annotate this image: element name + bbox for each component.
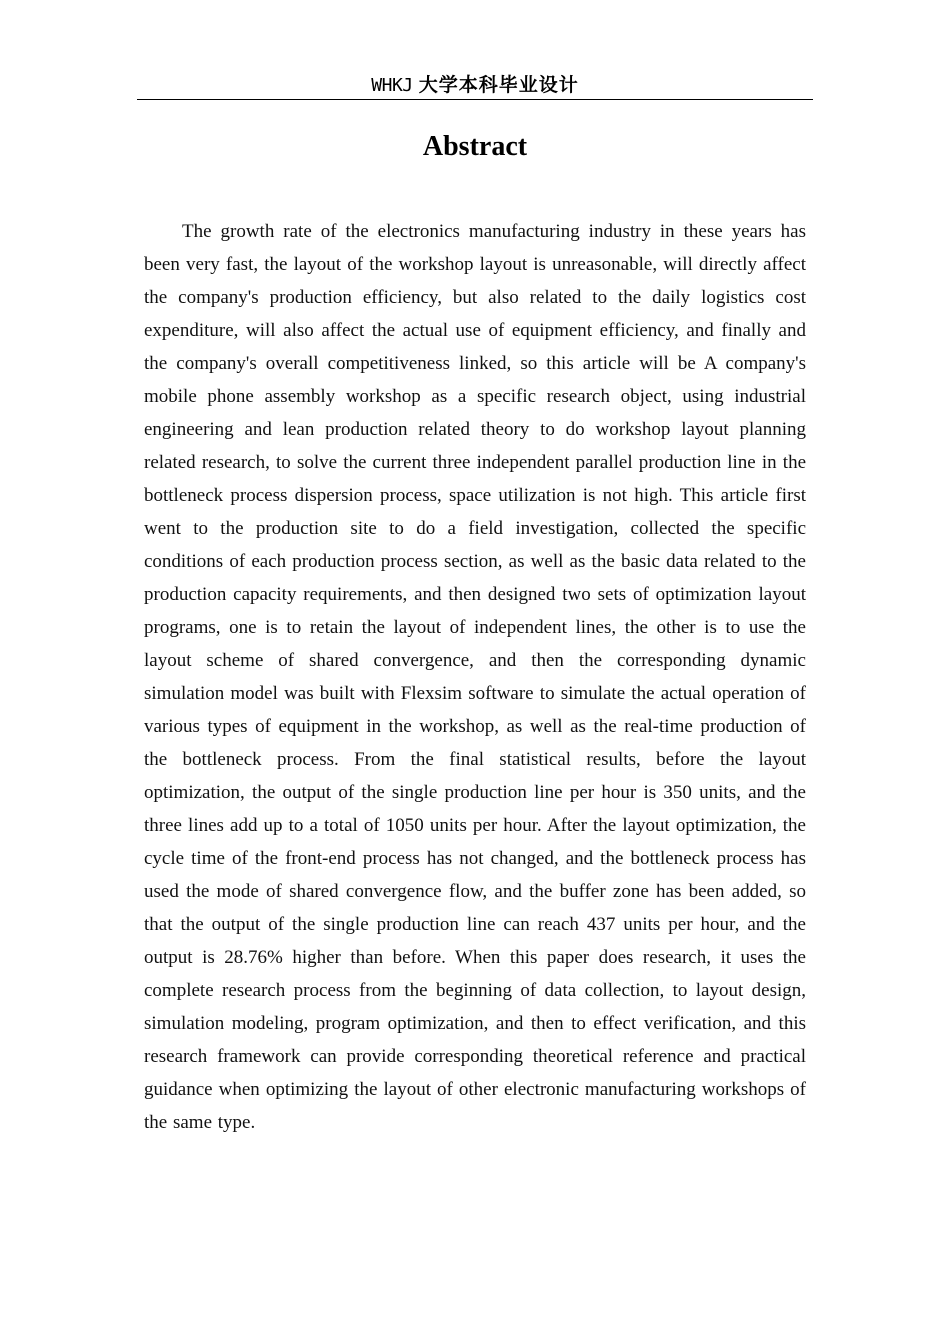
- header-latin-text: WHKJ: [371, 75, 413, 96]
- abstract-paragraph: The growth rate of the electronics manufacturing industry in these years has been very fast, the layout of the workshop layout is unreasonable, will directly affect the company's production efficiency, but also related to the daily logistics cost expenditure, will also affect the actual use of equipment efficiency, and finally and the company's overall competitiveness linked, so this article will be A company's mobile phone assembly workshop as a specific research object, using industrial engineering and lean production related theory to do workshop layout planning related research, to solve the current three independent parallel production line in the bottleneck process dispersion process, space utilization is not high. This article first went to the production site to do a field investigation, collected the specific conditions of each production process section, as well as the basic data related to the production capacity requirements, and then designed two sets of optimization layout programs, one is to retain the layout of independent lines, the other is to use the layout scheme of shared convergence, and then the corresponding dynamic simulation model was built with Flexsim software to simulate the actual operation of various types of equipment in the workshop, as well as the real-time production of the bottleneck process. From the final statistical results, before the layout optimization, the output of the single production line per hour is 350 units, and the three lines add up to a total of 1050 units per hour. After the layout optimization, the cycle time of the front-end process has not changed, and the bottleneck process has used the mode of shared convergence flow, and the buffer zone has been added, so that the output of the single production line can reach 437 units per hour, and the output is 28.76% higher than before. When this paper does research, it uses the complete research process from the beginning of data collection, to layout design, simulation modeling, program optimization, and then to effect verification, and this research framework can provide corresponding theoretical reference and practical guidance when optimizing the layout of other electronic manufacturing workshops of the same type.: [144, 221, 806, 1133]
- header-cjk-text: 大学本科毕业设计: [418, 74, 579, 96]
- abstract-title: Abstract: [422, 131, 528, 162]
- running-header: [137, 72, 813, 100]
